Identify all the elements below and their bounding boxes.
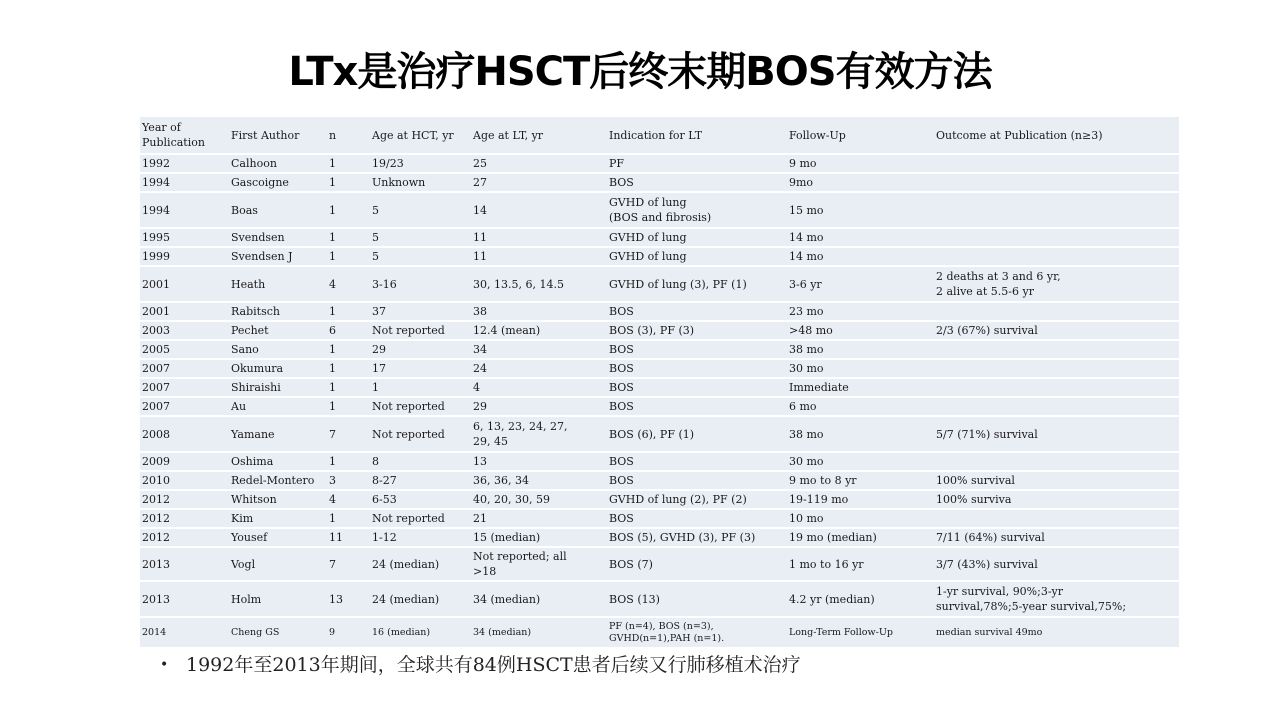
table-cell: 2012 <box>140 509 229 528</box>
table-cell: Cheng GS <box>229 617 327 648</box>
table-cell: 1 <box>327 509 370 528</box>
table-cell: 24 <box>471 359 607 378</box>
table-cell: median survival 49mo <box>934 617 1179 648</box>
table-cell: 11 <box>471 228 607 247</box>
table-cell: 1995 <box>140 228 229 247</box>
table-row <box>140 528 1179 547</box>
table-row <box>140 247 1179 266</box>
table-cell: 2010 <box>140 471 229 490</box>
header-cell: Follow-Up <box>787 117 934 154</box>
table-cell: Vogl <box>229 547 327 581</box>
table-row <box>140 192 1179 228</box>
table-cell: Pechet <box>229 321 327 340</box>
slide-title: LTx是治疗HSCT后终末期BOS有效方法 <box>288 49 992 95</box>
table-row <box>140 378 1179 397</box>
table-cell: 2008 <box>140 416 229 452</box>
table-cell: 10 mo <box>787 509 934 528</box>
table-cell: 1992 <box>140 154 229 173</box>
table-cell: 34 (median) <box>471 581 607 617</box>
table-cell: BOS (3), PF (3) <box>607 321 787 340</box>
table-cell <box>934 173 1179 192</box>
table-cell: 14 mo <box>787 228 934 247</box>
table-cell: 1 <box>327 397 370 416</box>
table-row <box>140 302 1179 321</box>
table-cell: 14 mo <box>787 247 934 266</box>
table-cell: 5 <box>370 192 471 228</box>
table-cell <box>934 228 1179 247</box>
table-cell: BOS (5), GVHD (3), PF (3) <box>607 528 787 547</box>
table-cell: 30 mo <box>787 359 934 378</box>
table-cell: BOS <box>607 340 787 359</box>
table-cell: Yamane <box>229 416 327 452</box>
table-cell: 100% survival <box>934 471 1179 490</box>
table-row <box>140 321 1179 340</box>
table-cell: GVHD of lung (2), PF (2) <box>607 490 787 509</box>
table-row <box>140 547 1179 581</box>
table-cell: 1994 <box>140 173 229 192</box>
table-cell: 1 <box>327 228 370 247</box>
table-cell <box>934 509 1179 528</box>
table-cell: 15 (median) <box>471 528 607 547</box>
table-cell: BOS <box>607 173 787 192</box>
table-cell: 1 <box>327 302 370 321</box>
table-cell: 38 <box>471 302 607 321</box>
table-cell: 2012 <box>140 528 229 547</box>
table-cell: 2014 <box>140 617 229 648</box>
table-cell: 27 <box>471 173 607 192</box>
table-row <box>140 154 1179 173</box>
table-cell: Okumura <box>229 359 327 378</box>
table-cell: 2007 <box>140 378 229 397</box>
table-cell: 15 mo <box>787 192 934 228</box>
table-cell: 38 mo <box>787 340 934 359</box>
table-cell: 1-12 <box>370 528 471 547</box>
bullet-text: 1992年至2013年期间，全球共有84例HSCT患者后续又行肺移植术治疗 <box>186 654 801 676</box>
table-cell: BOS <box>607 378 787 397</box>
table-cell: 6 <box>327 321 370 340</box>
table-cell <box>934 154 1179 173</box>
table-cell: 17 <box>370 359 471 378</box>
table-cell: 2001 <box>140 302 229 321</box>
table-cell: 24 (median) <box>370 547 471 581</box>
table-cell: Not reported; all >18 <box>471 547 607 581</box>
table-cell: 1999 <box>140 247 229 266</box>
table-cell: 34 <box>471 340 607 359</box>
table-cell: Oshima <box>229 452 327 471</box>
table-cell: GVHD of lung <box>607 228 787 247</box>
table-cell: 13 <box>327 581 370 617</box>
table-cell: 9 mo to 8 yr <box>787 471 934 490</box>
table-cell <box>934 340 1179 359</box>
table-cell: 23 mo <box>787 302 934 321</box>
table-row <box>140 509 1179 528</box>
table-cell: 7 <box>327 547 370 581</box>
table-cell: BOS <box>607 509 787 528</box>
table-cell: 1 <box>327 154 370 173</box>
table-row <box>140 416 1179 452</box>
table-cell: GVHD of lung (3), PF (1) <box>607 266 787 302</box>
table-cell: 3-6 yr <box>787 266 934 302</box>
table-cell: Shiraishi <box>229 378 327 397</box>
table-row <box>140 340 1179 359</box>
table-row <box>140 397 1179 416</box>
table-cell: 38 mo <box>787 416 934 452</box>
table-cell: BOS (6), PF (1) <box>607 416 787 452</box>
table-cell: 4 <box>327 490 370 509</box>
table-cell: 1-yr survival, 90%;3-yr survival,78%;5-year survival,75%; <box>934 581 1179 617</box>
table-cell: 100% surviva <box>934 490 1179 509</box>
table-cell: Gascoigne <box>229 173 327 192</box>
table-cell: 34 (median) <box>471 617 607 648</box>
table-cell: 1 mo to 16 yr <box>787 547 934 581</box>
table-cell: BOS (13) <box>607 581 787 617</box>
table-cell: 24 (median) <box>370 581 471 617</box>
table-cell: 12.4 (mean) <box>471 321 607 340</box>
table-row <box>140 490 1179 509</box>
table-cell: 1 <box>327 340 370 359</box>
table-cell: 5 <box>370 228 471 247</box>
summary-bullet <box>160 650 801 677</box>
table-cell: 6, 13, 23, 24, 27, 29, 45 <box>471 416 607 452</box>
table-cell: 19-119 mo <box>787 490 934 509</box>
table-cell <box>934 302 1179 321</box>
table-cell: Not reported <box>370 416 471 452</box>
table-cell: 16 (median) <box>370 617 471 648</box>
table-cell: 14 <box>471 192 607 228</box>
table-cell: 4.2 yr (median) <box>787 581 934 617</box>
table-cell: 2009 <box>140 452 229 471</box>
table-cell: BOS <box>607 471 787 490</box>
table-cell: 1 <box>370 378 471 397</box>
header-cell: Age at HCT, yr <box>370 117 471 154</box>
table-row <box>140 452 1179 471</box>
table-cell: 21 <box>471 509 607 528</box>
table-cell: 2005 <box>140 340 229 359</box>
table-cell: Heath <box>229 266 327 302</box>
table-cell <box>934 359 1179 378</box>
table-cell: Svendsen <box>229 228 327 247</box>
table-cell: 11 <box>327 528 370 547</box>
table-cell: BOS <box>607 359 787 378</box>
table-cell: 29 <box>471 397 607 416</box>
table-cell: 4 <box>471 378 607 397</box>
table-row <box>140 266 1179 302</box>
table-row <box>140 359 1179 378</box>
table-cell: GVHD of lung (BOS and fibrosis) <box>607 192 787 228</box>
table-cell: >48 mo <box>787 321 934 340</box>
table-cell: 37 <box>370 302 471 321</box>
table-cell: Kim <box>229 509 327 528</box>
table-cell: 9 <box>327 617 370 648</box>
table-cell: 30 mo <box>787 452 934 471</box>
table-cell: 4 <box>327 266 370 302</box>
table-cell: Not reported <box>370 509 471 528</box>
table-cell: Unknown <box>370 173 471 192</box>
table-cell: 6 mo <box>787 397 934 416</box>
table-cell <box>934 247 1179 266</box>
table-cell: 1 <box>327 173 370 192</box>
table-cell: 9 mo <box>787 154 934 173</box>
table-cell <box>934 452 1179 471</box>
table-cell: 8-27 <box>370 471 471 490</box>
table-cell: 3/7 (43%) survival <box>934 547 1179 581</box>
table-row <box>140 173 1179 192</box>
table-cell: 2007 <box>140 359 229 378</box>
table-cell: 2/3 (67%) survival <box>934 321 1179 340</box>
table-cell: Svendsen J <box>229 247 327 266</box>
table-cell: PF <box>607 154 787 173</box>
table-cell: Holm <box>229 581 327 617</box>
table-cell <box>934 192 1179 228</box>
table-cell: 30, 13.5, 6, 14.5 <box>471 266 607 302</box>
header-cell: Outcome at Publication (n≥3) <box>934 117 1179 154</box>
table-cell: 13 <box>471 452 607 471</box>
table-cell: 40, 20, 30, 59 <box>471 490 607 509</box>
table-cell: 1 <box>327 247 370 266</box>
table-cell: 1 <box>327 378 370 397</box>
table-cell: BOS <box>607 302 787 321</box>
table-cell: 2013 <box>140 581 229 617</box>
table-row <box>140 617 1179 648</box>
table-cell: 7/11 (64%) survival <box>934 528 1179 547</box>
table-cell: 1994 <box>140 192 229 228</box>
table-cell: 2013 <box>140 547 229 581</box>
header-cell: Indication for LT <box>607 117 787 154</box>
table-cell: 1 <box>327 192 370 228</box>
table-cell: Calhoon <box>229 154 327 173</box>
table-cell: 8 <box>370 452 471 471</box>
table-row <box>140 228 1179 247</box>
table-cell: 1 <box>327 452 370 471</box>
header-cell: First Author <box>229 117 327 154</box>
table-cell: 3 <box>327 471 370 490</box>
table-cell: 2012 <box>140 490 229 509</box>
header-cell: Year of Publication <box>140 117 229 154</box>
table-cell: Au <box>229 397 327 416</box>
table-cell: Whitson <box>229 490 327 509</box>
table-cell: 11 <box>471 247 607 266</box>
table-cell: 7 <box>327 416 370 452</box>
table-header-row <box>140 117 1179 154</box>
studies-table <box>140 117 1179 649</box>
table-body <box>140 117 1179 648</box>
table-cell: 5 <box>370 247 471 266</box>
table-row <box>140 471 1179 490</box>
bullet-icon: • <box>160 657 169 673</box>
table-cell: BOS <box>607 452 787 471</box>
table-cell: PF (n=4), BOS (n=3), GVHD(n=1),PAH (n=1). <box>607 617 787 648</box>
table-cell: Sano <box>229 340 327 359</box>
table-cell: Rabitsch <box>229 302 327 321</box>
table-cell: GVHD of lung <box>607 247 787 266</box>
table-cell: BOS (7) <box>607 547 787 581</box>
table-cell: Immediate <box>787 378 934 397</box>
table-cell <box>934 397 1179 416</box>
table-cell: 2001 <box>140 266 229 302</box>
table-row <box>140 581 1179 617</box>
table-cell: 5/7 (71%) survival <box>934 416 1179 452</box>
table-cell: 2 deaths at 3 and 6 yr, 2 alive at 5.5-6 yr <box>934 266 1179 302</box>
table-cell: Yousef <box>229 528 327 547</box>
header-cell: Age at LT, yr <box>471 117 607 154</box>
studies-table-container <box>140 117 1179 649</box>
table-cell: BOS <box>607 397 787 416</box>
table-cell: 36, 36, 34 <box>471 471 607 490</box>
table-cell: Long-Term Follow-Up <box>787 617 934 648</box>
table-cell: 19/23 <box>370 154 471 173</box>
table-cell: 6-53 <box>370 490 471 509</box>
table-cell: 25 <box>471 154 607 173</box>
table-cell: 2003 <box>140 321 229 340</box>
table-cell: 9mo <box>787 173 934 192</box>
table-cell: Redel-Montero <box>229 471 327 490</box>
table-cell: Not reported <box>370 321 471 340</box>
table-cell: 3-16 <box>370 266 471 302</box>
table-cell <box>934 378 1179 397</box>
table-cell: 29 <box>370 340 471 359</box>
table-cell: Boas <box>229 192 327 228</box>
header-cell: n <box>327 117 370 154</box>
table-cell: 19 mo (median) <box>787 528 934 547</box>
table-cell: Not reported <box>370 397 471 416</box>
table-cell: 2007 <box>140 397 229 416</box>
table-cell: 1 <box>327 359 370 378</box>
